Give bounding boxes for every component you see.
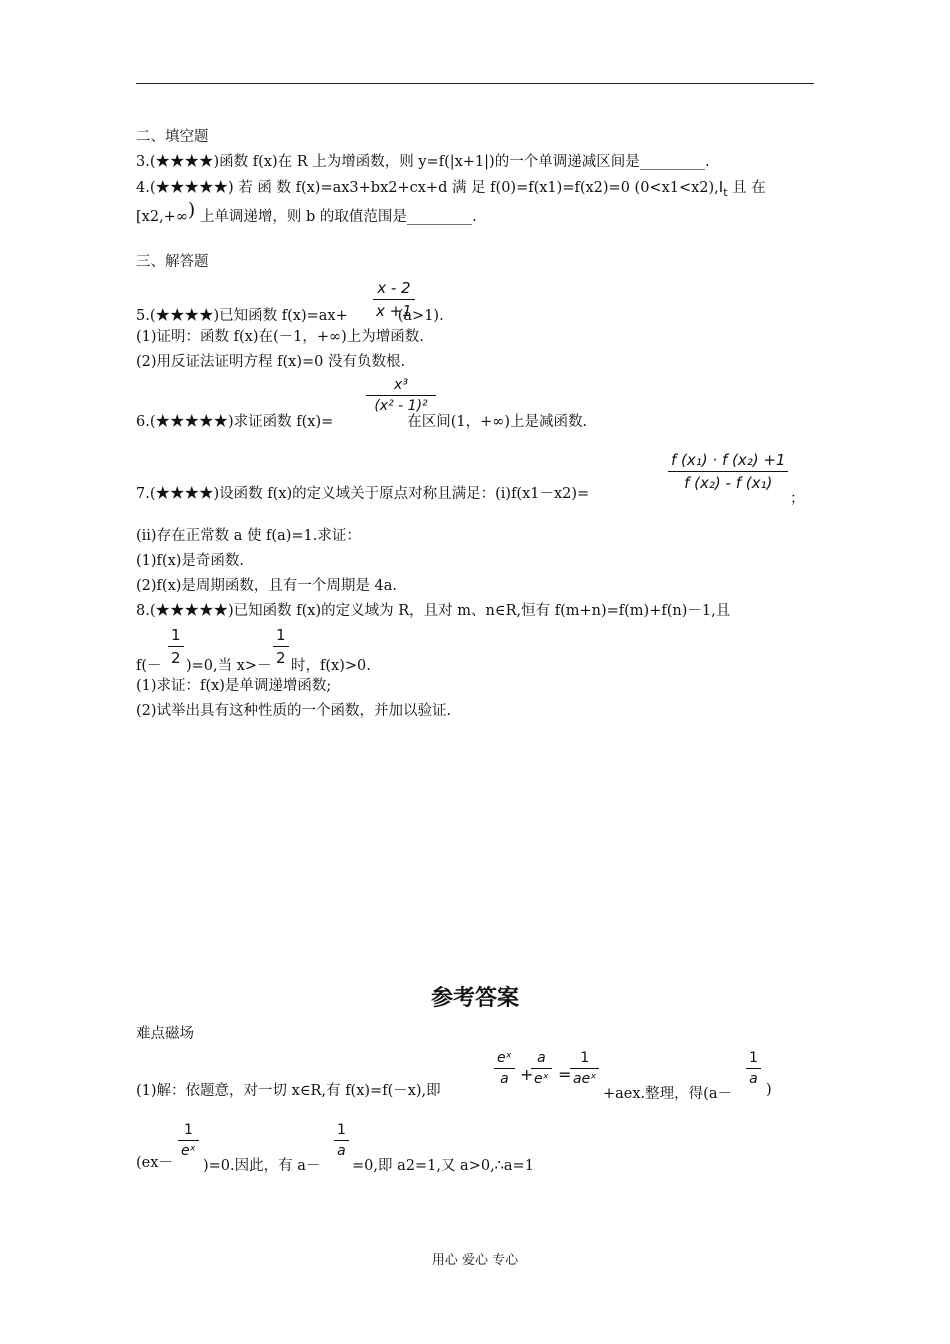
q6-text-b: 在区间(1，+∞)上是减函数. (407, 414, 588, 430)
question-4-paren: ) (187, 199, 196, 221)
a1-equals: = (558, 1065, 572, 1084)
a1-f3-bar (570, 1068, 599, 1069)
question-3: 3.(★★★★)函数 f(x)在 R 上为增函数，则 y=f(|x+1|)的一个单调递减区间是_________. (136, 154, 710, 170)
q8-fraction-2 (273, 626, 289, 667)
a1-fraction-1 (494, 1050, 515, 1087)
question-6 (136, 413, 587, 431)
q6-numerator: x³ (394, 377, 408, 393)
q5-text-a: 5.(★★★★)已知函数 f(x)=ax+ (136, 308, 348, 324)
answer-1-text-a: (1)解：依题意，对一切 x∈R,有 f(x)=f(－x),即 (136, 1083, 441, 1099)
question-4-interval: [x2,+∞ (136, 209, 188, 225)
question-7: 7.(★★★★)设函数 f(x)的定义域关于原点对称且满足：(i)f(x1－x2)= (136, 486, 590, 502)
a2-f2-denominator: a (337, 1143, 346, 1159)
a1-fraction-3 (570, 1050, 599, 1087)
q7-semicolon: ； (790, 491, 805, 507)
answer-1-text-c: ) (766, 1082, 772, 1098)
header-rule (136, 83, 814, 84)
a1-f3-denominator: aeˣ (573, 1071, 597, 1087)
q8-f2-bar (273, 646, 289, 647)
a2-fraction-1 (178, 1122, 199, 1159)
q7-numerator: f (x₁) · f (x₂) +1 (671, 451, 786, 469)
q6-fraction (366, 377, 436, 414)
a2-f1-denominator: eˣ (181, 1143, 196, 1159)
a2-fraction-2 (334, 1122, 349, 1159)
question-4-text: 4.(★★★★★) 若 函 数 f(x)=ax3+bx2+cx+d 满 足 f(0)=f(x1)=f(x2)=0 (0<x1<x2), (136, 180, 719, 196)
q7-part1: (1)f(x)是奇函数. (136, 553, 245, 569)
q7-part2: (2)f(x)是周期函数，且有一个周期是 4a. (136, 578, 397, 594)
a2-f1-numerator: 1 (183, 1122, 193, 1138)
question-4-line2 (136, 199, 477, 226)
question-8: 8.(★★★★★)已知函数 f(x)的定义域为 R，且对 m、n∈R,恒有 f(m+n)=f(m)+f(n)－1,且 (136, 603, 731, 619)
q8-f1-numerator: 1 (171, 626, 181, 644)
answer-2-text-a: (ex－ (136, 1155, 173, 1171)
a1-f4-bar (746, 1068, 761, 1069)
answers-title: 参考答案 (430, 986, 519, 1011)
q5-part2: (2)用反证法证明方程 f(x)=0 没有负数根. (136, 354, 406, 370)
a1-f4-denominator: a (749, 1071, 758, 1087)
q7-fraction (668, 451, 788, 492)
q8-part1: (1)求证：f(x)是单调递增函数; (136, 678, 332, 694)
a1-fraction-4 (746, 1050, 761, 1087)
a1-fraction-2 (531, 1050, 552, 1087)
q6-fraction-bar (366, 395, 436, 396)
q8-condition-c: 时，f(x)>0. (291, 658, 371, 674)
a1-f1-denominator: a (500, 1071, 509, 1087)
q6-text-a: 6.(★★★★★)求证函数 f(x)= (136, 414, 334, 430)
question-4-line1 (136, 178, 766, 202)
answer-1-text-b: +aex.整理，得(a－ (603, 1086, 732, 1102)
section3-heading: 三、解答题 (136, 254, 209, 270)
a1-f1-bar (494, 1068, 515, 1069)
q5-part1: (1)证明：函数 f(x)在(－1，+∞)上为增函数. (136, 329, 424, 345)
q8-f2-numerator: 1 (276, 626, 286, 644)
q8-part2: (2)试举出具有这种性质的一个函数，并加以验证. (136, 703, 452, 719)
a1-f4-numerator: 1 (749, 1050, 758, 1066)
q5-fraction-bar (373, 299, 415, 300)
q7-fraction-bar (668, 471, 788, 472)
q5-text-b: (a>1). (397, 308, 444, 324)
a1-plus: + (520, 1065, 534, 1084)
page-footer: 用心 爱心 专心 (431, 1253, 519, 1268)
q6-denominator: (x² - 1)² (374, 398, 428, 414)
question-4-tail: 上单调递增，则 b 的取值范围是_________. (199, 209, 477, 225)
a1-f2-bar (531, 1068, 552, 1069)
q8-f2-denominator: 2 (276, 649, 286, 667)
a2-f2-numerator: 1 (337, 1122, 346, 1138)
q8-fraction-1 (168, 626, 184, 667)
a1-f2-denominator: eˣ (534, 1071, 549, 1087)
question-4-glyph: $I_t$ (718, 178, 728, 199)
answers-subheading: 难点磁场 (136, 1026, 194, 1042)
q5-numerator: x - 2 (377, 279, 411, 297)
answer-2-text-b: )=0.因此，有 a－ (203, 1158, 321, 1174)
q8-f1-bar (168, 646, 184, 647)
q5-denominator: x +1 (376, 302, 412, 320)
q8-condition-b: )=0,当 x>－ (186, 658, 272, 674)
a2-f1-bar (178, 1140, 199, 1141)
q8-condition-a: f(－ (136, 658, 162, 674)
q7-condition-ii: (ii)存在正常数 a 使 f(a)=1.求证： (136, 528, 361, 544)
q8-f1-denominator: 2 (171, 649, 181, 667)
answer-2-text-c: =0,即 a2=1,又 a>0,∴a=1 (352, 1158, 534, 1174)
a1-f2-numerator: a (537, 1050, 546, 1066)
a1-f1-numerator: eˣ (497, 1050, 512, 1066)
a2-f2-bar (334, 1140, 349, 1141)
question-5 (136, 307, 444, 325)
section2-heading: 二、填空题 (136, 129, 209, 145)
q7-denominator: f (x₂) - f (x₁) (684, 474, 773, 492)
question-4-text-end: 且 在 (732, 180, 766, 196)
a1-f3-numerator: 1 (580, 1050, 590, 1066)
